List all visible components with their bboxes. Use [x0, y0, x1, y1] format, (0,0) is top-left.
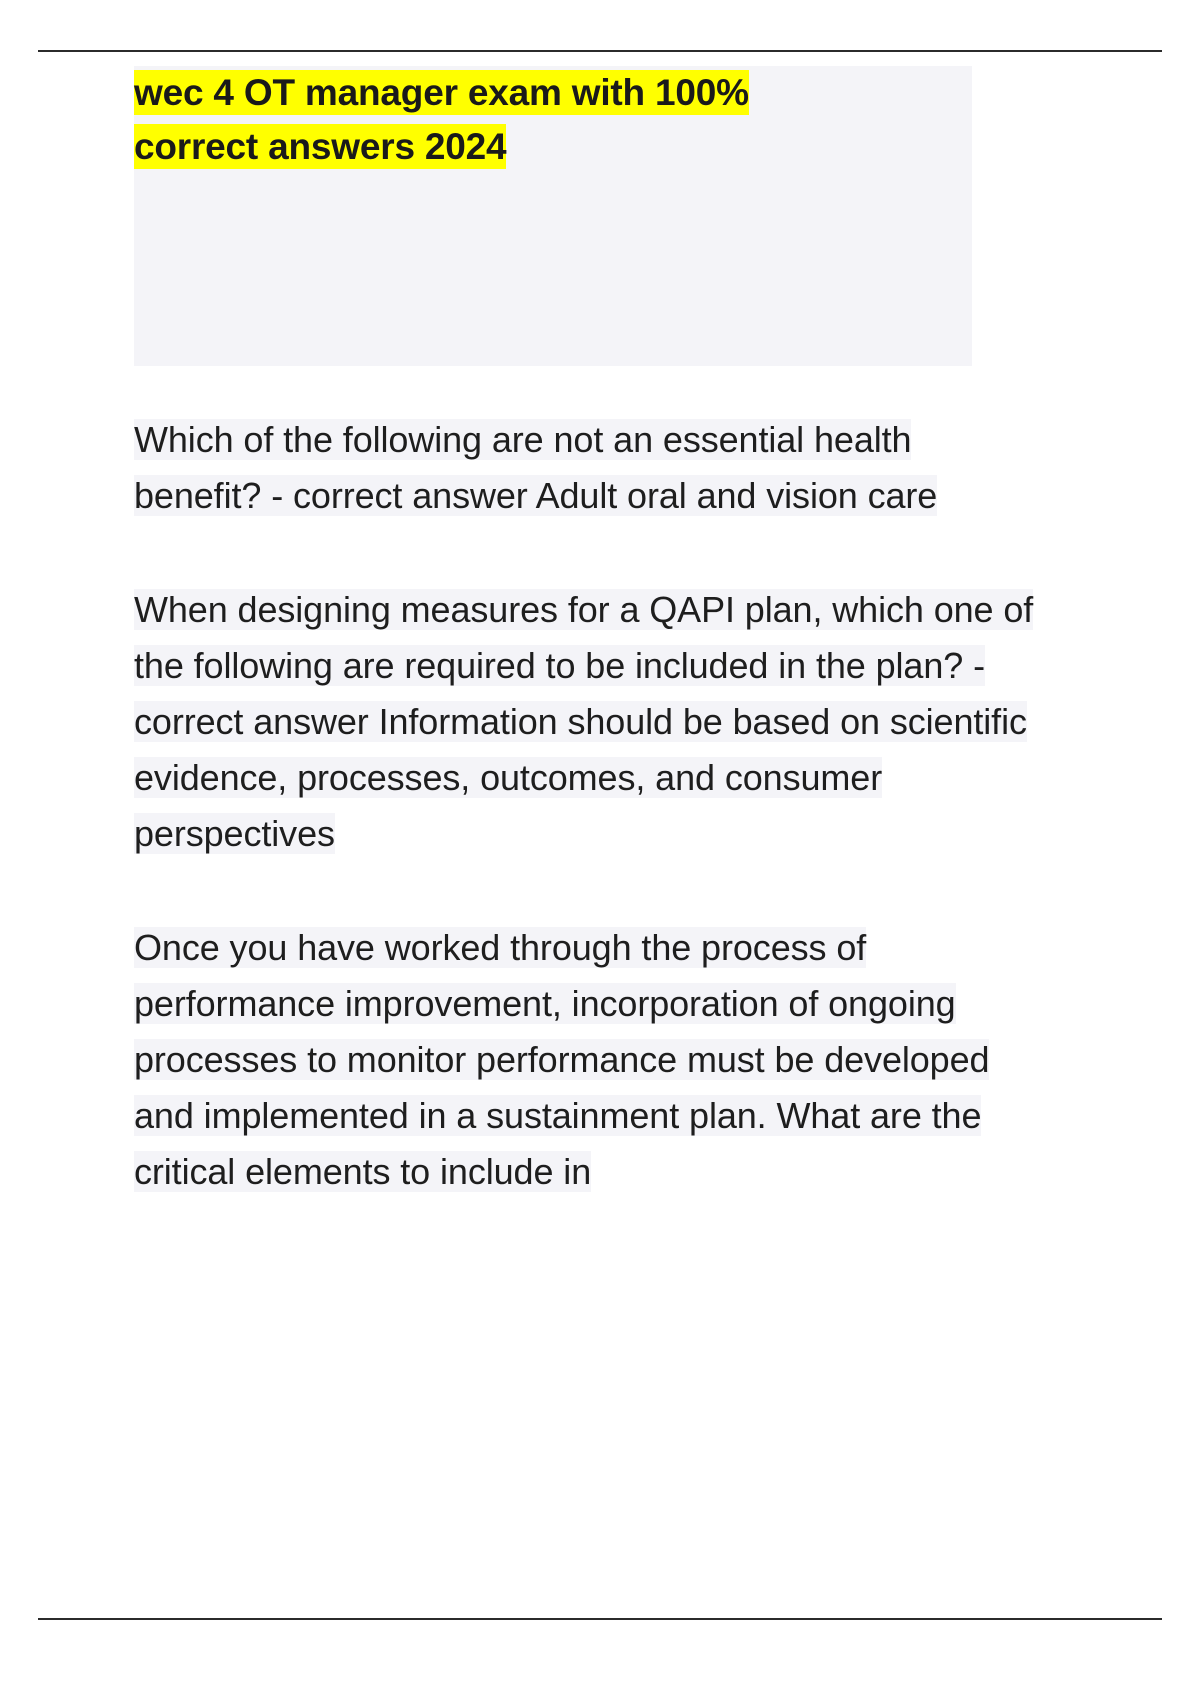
spacer-3 [134, 862, 1034, 920]
qa-block-1 [134, 412, 1034, 524]
spacer-2 [134, 524, 1034, 582]
title-block [134, 66, 972, 366]
page-title-line-1: wec 4 OT manager exam with 100% [134, 72, 749, 113]
page-title-line-2: correct answers 2024 [134, 126, 507, 167]
page-top-rule [38, 50, 1162, 52]
qa-block-2 [134, 582, 1034, 862]
document-content [134, 66, 1034, 1200]
qa-block-3 [134, 920, 1034, 1200]
qa-block-2-text: When designing measures for a QAPI plan, which one of the following are required to be included in the plan? - correct answer Information should be based on scientific evidence, processes, outcomes, and consumer perspectives [134, 589, 1034, 854]
qa-block-3-text: Once you have worked through the process of performance improvement, incorporation of ongoing processes to monitor performance must be developed and implemented in a sustainment plan. What are the critical elements to include in [134, 927, 990, 1192]
qa-block-1-text: Which of the following are not an essential health benefit? - correct answer Adult oral and vision care [134, 419, 938, 516]
spacer-1 [134, 366, 1034, 412]
page-title [134, 66, 972, 174]
page-bottom-rule [38, 1618, 1162, 1620]
